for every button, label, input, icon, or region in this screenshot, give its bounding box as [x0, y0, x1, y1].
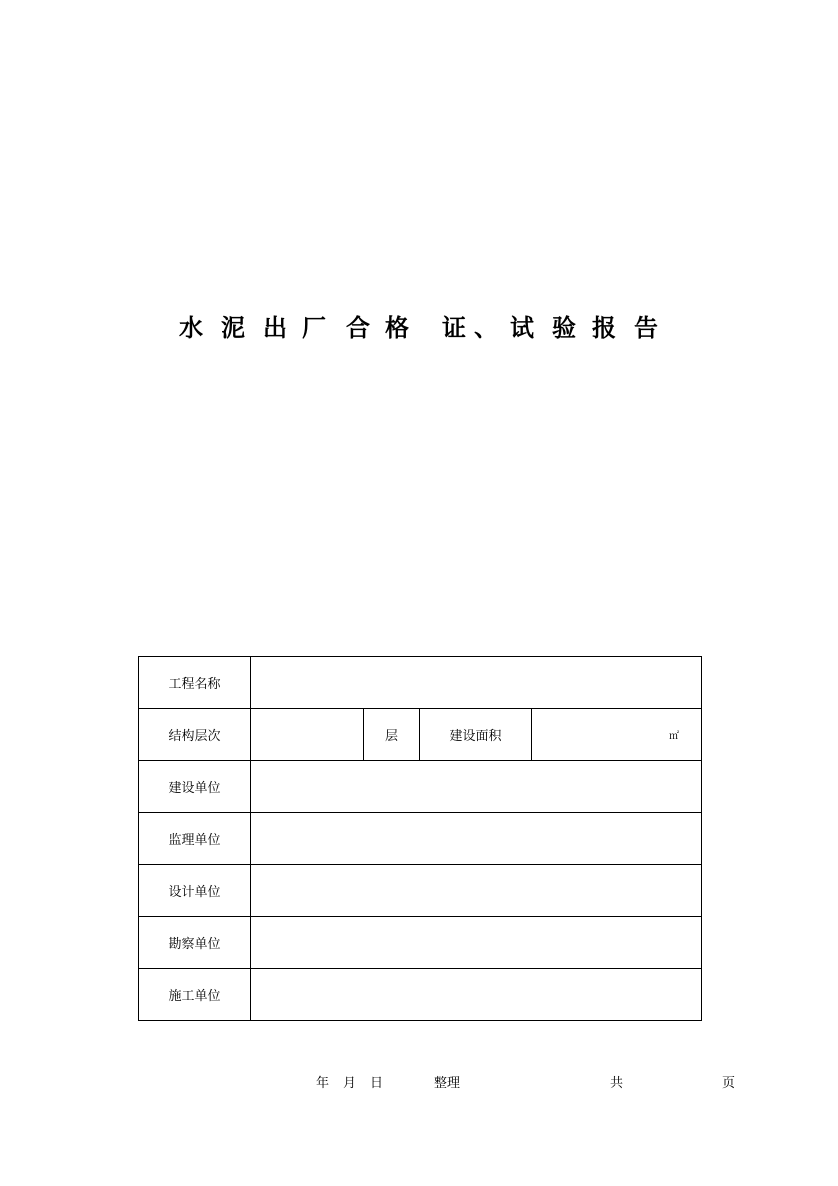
title-char: 泥 — [221, 313, 245, 342]
construction-unit-field[interactable] — [251, 761, 702, 813]
title-char: 格 — [385, 313, 409, 342]
builder-unit-field[interactable] — [251, 969, 702, 1021]
structure-field[interactable] — [251, 709, 364, 761]
title-char: 证 — [442, 313, 466, 342]
builder-unit-label: 施工单位 — [139, 969, 251, 1021]
table-row — [139, 761, 702, 813]
title-char: 报 — [592, 313, 616, 342]
title-char: 出 — [263, 313, 287, 342]
table-row — [139, 813, 702, 865]
title-char: 试 — [510, 313, 534, 342]
table-row — [139, 709, 702, 761]
title-char: 验 — [552, 313, 576, 342]
project-name-field[interactable] — [251, 657, 702, 709]
document-footer — [0, 1074, 838, 1094]
construction-unit-label: 建设单位 — [139, 761, 251, 813]
floor-unit-label: 层 — [364, 709, 420, 761]
table-row — [139, 865, 702, 917]
footer-month: 月 — [343, 1076, 357, 1091]
document-title — [0, 308, 838, 348]
table-row — [139, 657, 702, 709]
title-char: 、 — [474, 313, 498, 342]
table-row — [139, 969, 702, 1021]
project-info-table — [138, 656, 702, 1021]
footer-year: 年 — [316, 1076, 330, 1091]
survey-unit-field[interactable] — [251, 917, 702, 969]
supervision-unit-label: 监理单位 — [139, 813, 251, 865]
supervision-unit-field[interactable] — [251, 813, 702, 865]
project-name-label: 工程名称 — [139, 657, 251, 709]
table-row — [139, 917, 702, 969]
area-field[interactable] — [532, 709, 702, 761]
footer-day: 日 — [370, 1076, 384, 1091]
structure-label: 结构层次 — [139, 709, 251, 761]
footer-total: 共 — [610, 1076, 624, 1091]
design-unit-label: 设计单位 — [139, 865, 251, 917]
title-char: 合 — [346, 313, 370, 342]
area-unit-label: ㎡ — [669, 731, 679, 742]
survey-unit-label: 勘察单位 — [139, 917, 251, 969]
footer-compiled: 整理 — [434, 1076, 461, 1091]
title-char: 厂 — [302, 313, 326, 342]
design-unit-field[interactable] — [251, 865, 702, 917]
footer-pages: 页 — [722, 1076, 736, 1091]
title-char: 告 — [634, 313, 658, 342]
title-char: 水 — [179, 313, 203, 342]
area-label: 建设面积 — [420, 709, 532, 761]
